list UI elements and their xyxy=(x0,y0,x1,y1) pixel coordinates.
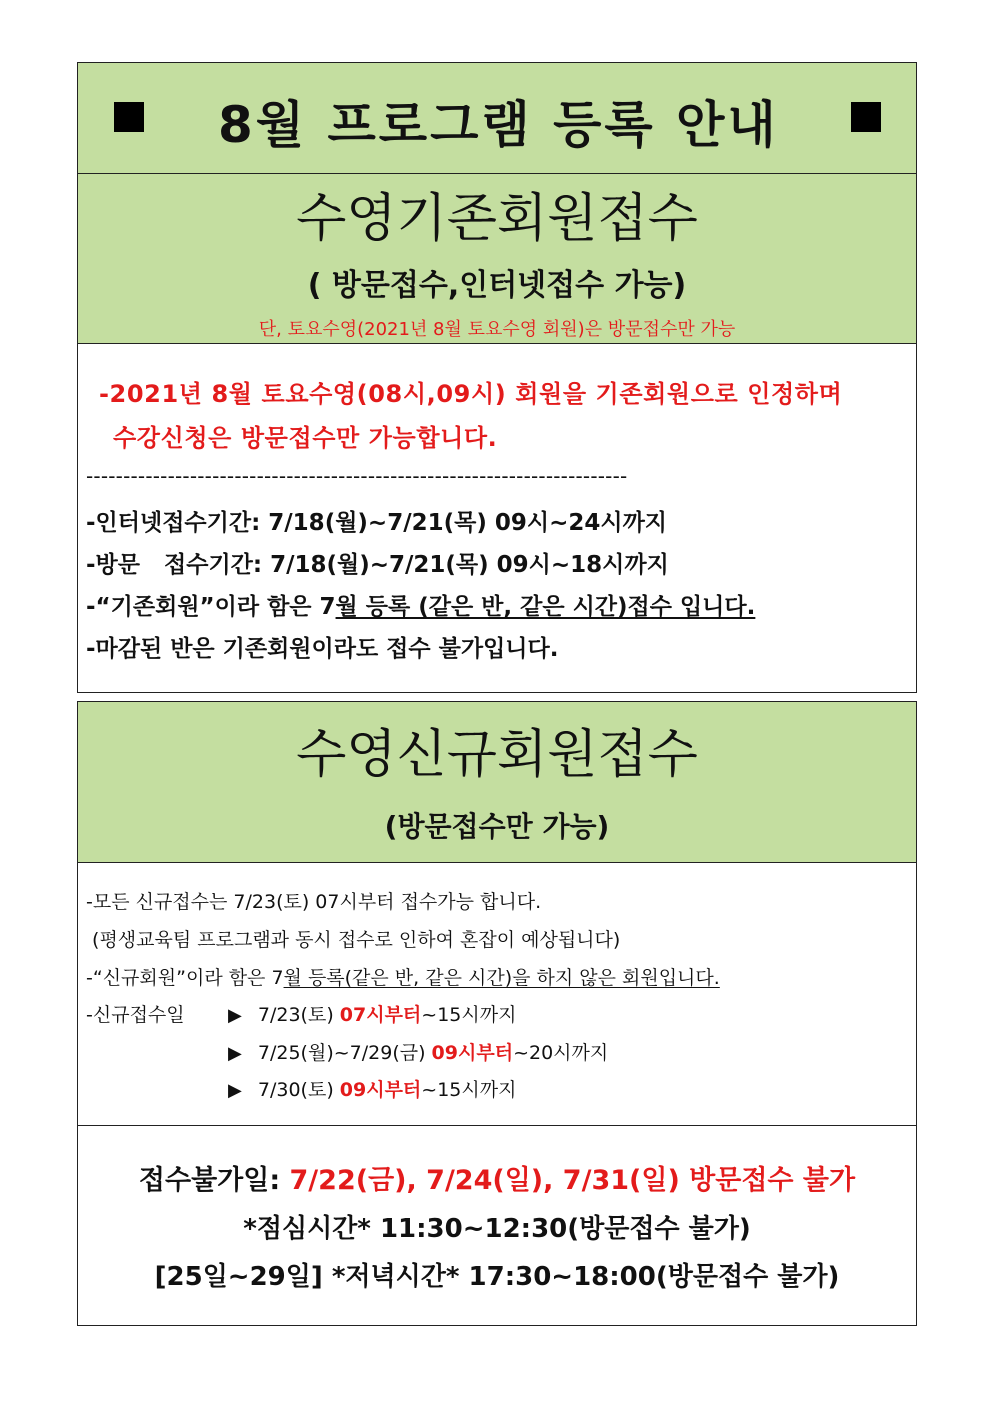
existing-member-heading: 수영기존회원접수 xyxy=(296,189,698,249)
saturday-notice-line2: 수강신청은 방문접수만 가능합니다. xyxy=(113,424,498,452)
new-day-start: 09시부터 xyxy=(431,1042,514,1064)
new-day-end: ~15시까지 xyxy=(421,1004,517,1026)
closed-label: 접수불가일: xyxy=(138,1165,290,1196)
new-days-label: -신규접수일 xyxy=(86,1004,185,1026)
internet-period: -인터넷접수기간: 7/18(월)~7/21(목) 09시~24시까지 xyxy=(86,510,668,536)
new-member-definition xyxy=(86,963,720,990)
left-square-mark xyxy=(114,102,144,132)
dinner-time: [25일~29일] *저녁시간* 17:30~18:00(방문접수 불가) xyxy=(154,1262,840,1292)
new-member-line2: (평생교육팀 프로그램과 동시 접수로 인하여 혼잡이 예상됩니다) xyxy=(86,929,621,951)
closed-class-note: -마감된 반은 기존회원이라도 접수 불가입니다. xyxy=(86,636,559,662)
existing-member-definition xyxy=(86,588,755,621)
existing-member-note: 단, 토요수영(2021년 8월 토요수영 회원)은 방문접수만 가능 xyxy=(258,319,736,340)
triangle-right-icon: ▶ xyxy=(228,1005,242,1026)
new-member-subheading: (방문접수만 가능) xyxy=(384,810,610,843)
new-definition-prefix: -“신규회원”이라 함은 7 xyxy=(86,967,284,989)
new-member-line1: -모든 신규접수는 7/23(토) 07시부터 접수가능 합니다. xyxy=(86,891,542,913)
existing-member-details xyxy=(77,343,917,693)
new-definition-underlined: 월 등록(같은 반, 같은 시간)을 하지 않은 회원입니다. xyxy=(283,967,720,989)
existing-member-header xyxy=(77,173,917,344)
new-member-heading: 수영신규회원접수 xyxy=(296,725,698,785)
new-day-end: ~20시까지 xyxy=(513,1042,609,1064)
new-day-date: 7/23(토) xyxy=(257,1004,340,1026)
closed-dates: 7/22(금), 7/24(일), 7/31(일) 방문접수 불가 xyxy=(289,1165,856,1196)
right-square-mark xyxy=(851,102,881,132)
existing-member-subheading: ( 방문접수,인터넷접수 가능) xyxy=(307,268,687,303)
visit-period: -방문 접수기간: 7/18(월)~7/21(목) 09시~18시까지 xyxy=(86,552,669,578)
lunch-time: *점심시간* 11:30~12:30(방문접수 불가) xyxy=(243,1214,751,1244)
dashed-divider: ------------------------------------------------------------------------- xyxy=(86,464,628,488)
new-day-end: ~15시까지 xyxy=(421,1079,517,1101)
title-banner xyxy=(77,62,917,174)
new-day-start: 09시부터 xyxy=(339,1079,422,1101)
definition-underlined: 월 등록 (같은 반, 같은 시간)접수 입니다. xyxy=(335,594,756,620)
new-day-date: 7/25(월)~7/29(금) xyxy=(257,1042,432,1064)
triangle-right-icon: ▶ xyxy=(228,1043,242,1064)
new-member-header xyxy=(77,701,917,863)
new-member-details xyxy=(77,862,917,1126)
closed-dates-line xyxy=(78,1158,916,1197)
new-day-row-2 xyxy=(228,1038,608,1065)
saturday-notice-line1: -2021년 8월 토요수영(08시,09시) 회원을 기존회원으로 인정하며 xyxy=(99,380,843,408)
triangle-right-icon: ▶ xyxy=(228,1080,242,1101)
new-day-date: 7/30(토) xyxy=(257,1079,340,1101)
closed-days-box xyxy=(77,1125,917,1326)
new-day-row-1 xyxy=(228,1000,516,1027)
new-day-start: 07시부터 xyxy=(339,1004,422,1026)
definition-prefix: -“기존회원”이라 함은 7 xyxy=(86,594,336,620)
new-day-row-3 xyxy=(228,1075,516,1102)
page-title: 8월 프로그램 등록 안내 xyxy=(218,96,779,154)
